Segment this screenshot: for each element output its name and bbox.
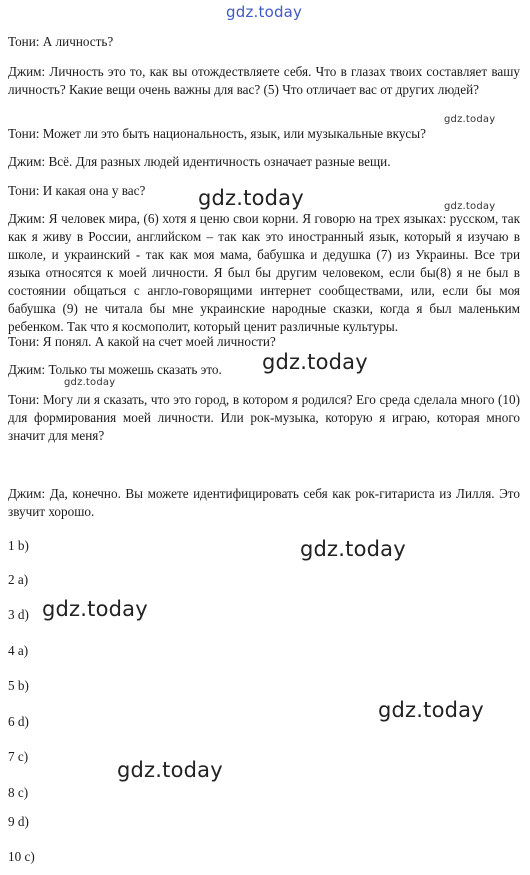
watermark-large: gdz.today: [198, 186, 304, 210]
answer-item: 1 b): [8, 538, 29, 553]
answer-item: 4 a): [8, 643, 29, 658]
watermark-small: gdz.today: [444, 114, 496, 125]
dialogue-line: Тони: Я понял. А какой на счет моей личности?: [8, 334, 276, 349]
answer-item: 3 d): [8, 607, 29, 622]
dialogue-line: Тони: И какая она у вас?: [8, 183, 146, 198]
dialogue-line: Тони: А личность?: [8, 34, 114, 49]
answer-item: 2 a): [8, 572, 29, 587]
answer-item: 7 c): [8, 749, 29, 764]
answer-item: 5 b): [8, 678, 29, 693]
watermark-large: gdz.today: [42, 597, 148, 621]
dialogue-line: Джим: Всё. Для разных людей идентичность означает разные вещи.: [8, 154, 391, 169]
answer-item: 10 c): [8, 849, 35, 864]
dialogue-line: Джим: Личность это то, как вы отождествляете себя. Что в глазах твоих составляет вашу личность? Какие вещи очень важны для вас? (5) Что отличает вас от других людей?: [8, 64, 520, 97]
watermark-large: gdz.today: [378, 698, 484, 722]
watermark-large: gdz.today: [117, 758, 223, 782]
watermark-large: gdz.today: [262, 350, 368, 374]
watermark-small: gdz.today: [444, 201, 496, 212]
watermark-top: gdz.today: [226, 3, 303, 21]
dialogue-line: Джим: Да, конечно. Вы можете идентифицировать себя как рок-гитариста из Лилля. Это звучит хорошо.: [8, 486, 520, 519]
dialogue-line: Джим: Только ты можешь сказать это.: [8, 362, 222, 377]
answer-item: 9 d): [8, 814, 29, 829]
dialogue-line: Тони: Может ли это быть национальность, язык, или музыкальные вкусы?: [8, 126, 426, 141]
dialogue-line: Джим: Я человек мира, (6) хотя я ценю свои корни. Я говорю на трех языках: русском, так как я живу в России, английском – так как это иностранный язык, который я изучаю в школе, и украинский - так как моя мама, бабушка и дедушка (7) из Украины. Все три языка относятся к моей личности. Я был бы другим человеком, если бы(8) я не был в состоянии общаться с англо-говорящими интернет сообществами, или, если бы моя бабушка (9) не читала бы мне украинские народные сказки, когда я был маленьким ребенком. Так что я космополит, который ценит различные культуры.: [8, 211, 520, 334]
watermark-large: gdz.today: [300, 537, 406, 561]
answer-item: 8 c): [8, 785, 29, 800]
answer-item: 6 d): [8, 714, 29, 729]
watermark-small: gdz.today: [64, 377, 116, 388]
dialogue-line: Тони: Могу ли я сказать, что это город, в котором я родился? Его среда сделала много (10) для формирования моей личности. Или рок-музыка, которую я играю, которая много значит для меня?: [8, 392, 520, 443]
